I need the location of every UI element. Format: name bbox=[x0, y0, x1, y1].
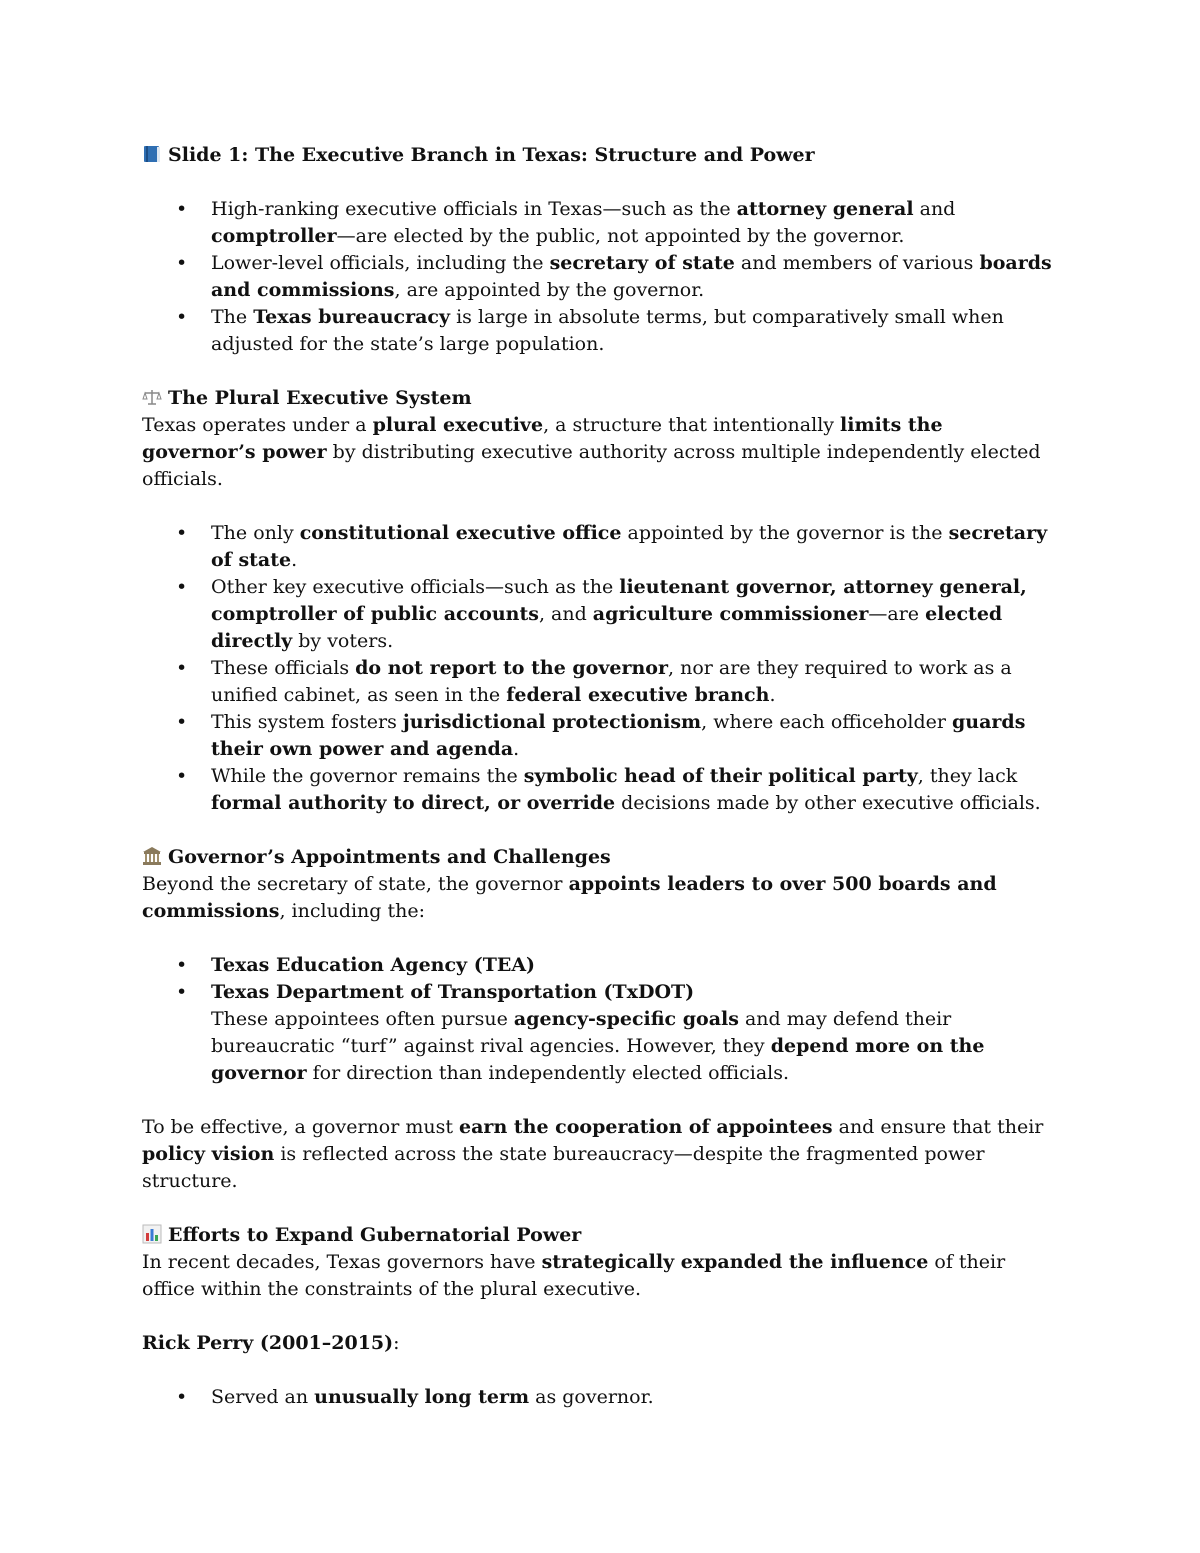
paragraph: Texas operates under a plural executive, a structure that intentionally limits the governor’s power by distributing executive authority across multiple independently elected officials. bbox=[142, 414, 1041, 490]
list-item: • The Texas bureaucracy is large in absolute terms, but comparatively small when adjusted for the state’s large population. bbox=[211, 304, 1062, 358]
classical-building-icon bbox=[142, 846, 162, 866]
list-item: • The only constitutional executive office appointed by the governor is the secretary of state. bbox=[211, 520, 1062, 574]
bullet-list bbox=[142, 520, 1062, 817]
section-heading-executive-branch bbox=[142, 142, 1062, 169]
section-heading-text: Slide 1: The Executive Branch in Texas: Structure and Power bbox=[168, 144, 815, 166]
list-item: • Texas Department of Transportation (TxDOT) These appointees often pursue agency-specific goals and may defend their bureaucratic “turf” against rival agencies. However, they depend more on the governor for direction than independently elected officials. bbox=[211, 979, 1062, 1087]
section-heading-plural-executive bbox=[142, 385, 1062, 412]
list-item: • Served an unusually long term as governor. bbox=[211, 1384, 1062, 1411]
list-item: • These officials do not report to the governor, nor are they required to work as a unified cabinet, as seen in the federal executive branch. bbox=[211, 655, 1062, 709]
bullet-list bbox=[142, 1384, 1062, 1411]
list-item: • High-ranking executive officials in Texas—such as the attorney general and comptroller—are elected by the public, not appointed by the governor. bbox=[211, 196, 1062, 250]
document-body bbox=[142, 142, 1062, 1411]
bar-chart-icon bbox=[142, 1224, 162, 1244]
bullet-list bbox=[142, 196, 1062, 358]
list-item: • Texas Education Agency (TEA) bbox=[211, 952, 1062, 979]
paragraph: In recent decades, Texas governors have strategically expanded the influence of their office within the constraints of the plural executive. bbox=[142, 1251, 1006, 1300]
list-item: • Lower-level officials, including the secretary of state and members of various boards and commissions, are appointed by the governor. bbox=[211, 250, 1062, 304]
section-heading-expand-power bbox=[142, 1222, 1062, 1249]
scales-icon bbox=[142, 387, 162, 407]
bullet-list bbox=[142, 952, 1062, 1087]
list-item: • This system fosters jurisdictional protectionism, where each officeholder guards their own power and agenda. bbox=[211, 709, 1062, 763]
list-item: • While the governor remains the symbolic head of their political party, they lack formal authority to direct, or override decisions made by other executive officials. bbox=[211, 763, 1062, 817]
book-icon bbox=[142, 144, 162, 164]
section-heading-appointments bbox=[142, 844, 1062, 871]
subheading-rick-perry: Rick Perry (2001–2015): bbox=[142, 1332, 400, 1354]
section-heading-text: Governor’s Appointments and Challenges bbox=[168, 846, 611, 868]
paragraph: To be effective, a governor must earn the cooperation of appointees and ensure that their policy vision is reflected across the state bureaucracy—despite the fragmented power structure. bbox=[142, 1116, 1044, 1192]
section-heading-text: Efforts to Expand Gubernatorial Power bbox=[168, 1224, 582, 1246]
paragraph: Beyond the secretary of state, the governor appoints leaders to over 500 boards and commissions, including the: bbox=[142, 873, 997, 922]
list-item: • Other key executive officials—such as the lieutenant governor, attorney general, comptroller of public accounts, and agriculture commissioner—are elected directly by voters. bbox=[211, 574, 1062, 655]
section-heading-text: The Plural Executive System bbox=[168, 387, 472, 409]
